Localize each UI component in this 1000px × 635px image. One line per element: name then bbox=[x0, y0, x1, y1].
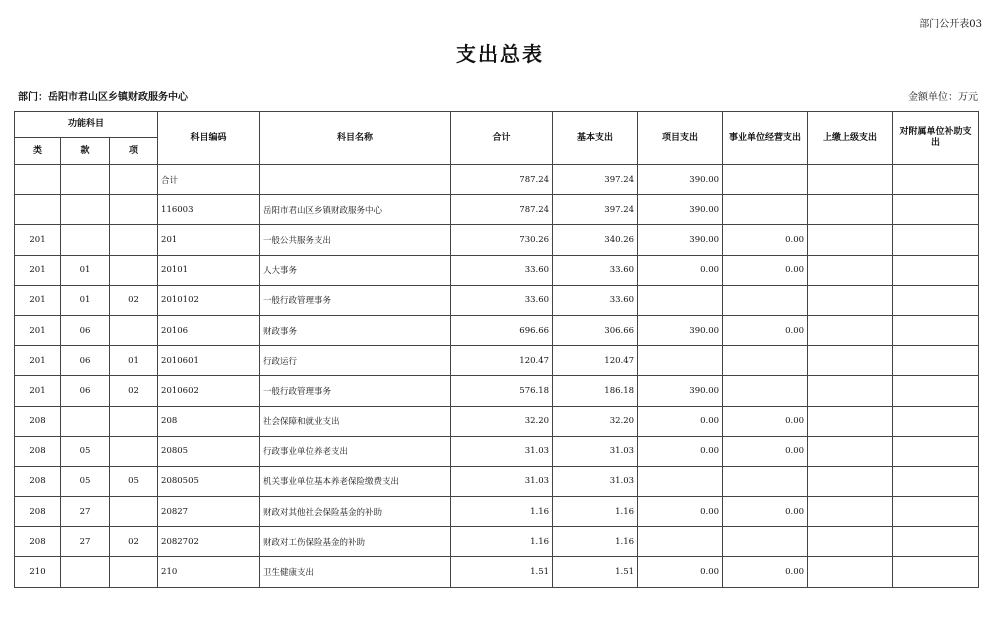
cell-name: 卫生健康支出 bbox=[260, 557, 451, 587]
cell-business bbox=[723, 285, 808, 315]
cell-lei: 208 bbox=[15, 497, 61, 527]
cell-upper bbox=[808, 255, 893, 285]
cell-kuan: 05 bbox=[61, 436, 110, 466]
cell-xiang bbox=[110, 436, 158, 466]
header-total: 合计 bbox=[451, 112, 553, 165]
cell-basic: 120.47 bbox=[553, 346, 638, 376]
cell-upper bbox=[808, 285, 893, 315]
cell-code: 2010602 bbox=[158, 376, 260, 406]
cell-total: 31.03 bbox=[451, 466, 553, 496]
cell-subsidy bbox=[893, 376, 979, 406]
cell-upper bbox=[808, 436, 893, 466]
cell-project: 390.00 bbox=[638, 376, 723, 406]
cell-kuan: 01 bbox=[61, 255, 110, 285]
cell-basic: 1.16 bbox=[553, 497, 638, 527]
cell-name: 行政事业单位养老支出 bbox=[260, 436, 451, 466]
cell-upper bbox=[808, 497, 893, 527]
cell-total: 33.60 bbox=[451, 285, 553, 315]
table-row bbox=[15, 346, 979, 376]
cell-lei: 201 bbox=[15, 285, 61, 315]
table-row bbox=[15, 557, 979, 587]
cell-project: 0.00 bbox=[638, 557, 723, 587]
cell-xiang bbox=[110, 315, 158, 345]
cell-project: 0.00 bbox=[638, 497, 723, 527]
cell-subsidy bbox=[893, 315, 979, 345]
cell-lei: 208 bbox=[15, 527, 61, 557]
cell-subsidy bbox=[893, 165, 979, 195]
cell-code: 20805 bbox=[158, 436, 260, 466]
cell-basic: 397.24 bbox=[553, 165, 638, 195]
cell-kuan bbox=[61, 557, 110, 587]
cell-project bbox=[638, 285, 723, 315]
cell-name: 一般公共服务支出 bbox=[260, 225, 451, 255]
cell-kuan: 27 bbox=[61, 527, 110, 557]
cell-lei bbox=[15, 165, 61, 195]
amount-unit-label: 金额单位：万元 bbox=[908, 92, 978, 103]
cell-subsidy bbox=[893, 195, 979, 225]
cell-code: 2010102 bbox=[158, 285, 260, 315]
table-row bbox=[15, 315, 979, 345]
cell-upper bbox=[808, 195, 893, 225]
cell-basic: 1.51 bbox=[553, 557, 638, 587]
cell-basic: 32.20 bbox=[553, 406, 638, 436]
cell-basic: 186.18 bbox=[553, 376, 638, 406]
cell-total: 1.51 bbox=[451, 557, 553, 587]
cell-upper bbox=[808, 225, 893, 255]
cell-lei: 201 bbox=[15, 315, 61, 345]
cell-basic: 33.60 bbox=[553, 285, 638, 315]
table-row bbox=[15, 497, 979, 527]
header-subsidy: 对附属单位补助支出 bbox=[893, 112, 979, 165]
header-lei: 类 bbox=[15, 138, 61, 165]
header-basic: 基本支出 bbox=[553, 112, 638, 165]
cell-business bbox=[723, 376, 808, 406]
cell-lei bbox=[15, 195, 61, 225]
cell-kuan bbox=[61, 406, 110, 436]
header-xiang: 项 bbox=[110, 138, 158, 165]
cell-kuan bbox=[61, 165, 110, 195]
cell-total: 32.20 bbox=[451, 406, 553, 436]
header-subject-name: 科目名称 bbox=[260, 112, 451, 165]
cell-business bbox=[723, 527, 808, 557]
cell-project bbox=[638, 527, 723, 557]
cell-total: 787.24 bbox=[451, 195, 553, 225]
cell-subsidy bbox=[893, 406, 979, 436]
cell-xiang: 02 bbox=[110, 376, 158, 406]
cell-total: 1.16 bbox=[451, 527, 553, 557]
cell-basic: 340.26 bbox=[553, 225, 638, 255]
cell-project: 0.00 bbox=[638, 436, 723, 466]
cell-lei: 208 bbox=[15, 406, 61, 436]
cell-xiang bbox=[110, 406, 158, 436]
cell-xiang: 02 bbox=[110, 285, 158, 315]
cell-name: 岳阳市君山区乡镇财政服务中心 bbox=[260, 195, 451, 225]
table-row bbox=[15, 255, 979, 285]
cell-total: 31.03 bbox=[451, 436, 553, 466]
cell-business: 0.00 bbox=[723, 436, 808, 466]
header-kuan: 款 bbox=[61, 138, 110, 165]
cell-business: 0.00 bbox=[723, 225, 808, 255]
cell-kuan: 27 bbox=[61, 497, 110, 527]
cell-code: 2080505 bbox=[158, 466, 260, 496]
header-business: 事业单位经营支出 bbox=[723, 112, 808, 165]
cell-lei: 210 bbox=[15, 557, 61, 587]
cell-business: 0.00 bbox=[723, 255, 808, 285]
cell-subsidy bbox=[893, 285, 979, 315]
cell-kuan: 06 bbox=[61, 346, 110, 376]
table-row bbox=[15, 165, 979, 195]
cell-upper bbox=[808, 315, 893, 345]
cell-subsidy bbox=[893, 497, 979, 527]
cell-kuan: 06 bbox=[61, 315, 110, 345]
cell-business: 0.00 bbox=[723, 406, 808, 436]
cell-lei: 201 bbox=[15, 255, 61, 285]
cell-xiang bbox=[110, 165, 158, 195]
cell-project: 390.00 bbox=[638, 315, 723, 345]
cell-project: 390.00 bbox=[638, 165, 723, 195]
cell-upper bbox=[808, 165, 893, 195]
table-row bbox=[15, 285, 979, 315]
cell-name bbox=[260, 165, 451, 195]
cell-basic: 397.24 bbox=[553, 195, 638, 225]
cell-subsidy bbox=[893, 557, 979, 587]
cell-project: 390.00 bbox=[638, 225, 723, 255]
cell-business bbox=[723, 346, 808, 376]
cell-lei: 201 bbox=[15, 225, 61, 255]
cell-project: 390.00 bbox=[638, 195, 723, 225]
cell-kuan: 01 bbox=[61, 285, 110, 315]
cell-name: 社会保障和就业支出 bbox=[260, 406, 451, 436]
table-body bbox=[15, 165, 979, 588]
cell-code: 20106 bbox=[158, 315, 260, 345]
cell-basic: 33.60 bbox=[553, 255, 638, 285]
cell-code: 2010601 bbox=[158, 346, 260, 376]
cell-total: 787.24 bbox=[451, 165, 553, 195]
cell-name: 一般行政管理事务 bbox=[260, 376, 451, 406]
cell-name: 财政对工伤保险基金的补助 bbox=[260, 527, 451, 557]
cell-business: 0.00 bbox=[723, 315, 808, 345]
cell-xiang: 02 bbox=[110, 527, 158, 557]
cell-code: 210 bbox=[158, 557, 260, 587]
header-project: 项目支出 bbox=[638, 112, 723, 165]
cell-code: 20101 bbox=[158, 255, 260, 285]
cell-xiang: 05 bbox=[110, 466, 158, 496]
cell-upper bbox=[808, 557, 893, 587]
cell-subsidy bbox=[893, 466, 979, 496]
cell-subsidy bbox=[893, 436, 979, 466]
cell-lei: 201 bbox=[15, 376, 61, 406]
cell-xiang bbox=[110, 497, 158, 527]
cell-upper bbox=[808, 466, 893, 496]
cell-project: 0.00 bbox=[638, 406, 723, 436]
cell-name: 行政运行 bbox=[260, 346, 451, 376]
cell-lei: 208 bbox=[15, 436, 61, 466]
cell-total: 120.47 bbox=[451, 346, 553, 376]
cell-subsidy bbox=[893, 527, 979, 557]
cell-name: 财政对其他社会保险基金的补助 bbox=[260, 497, 451, 527]
cell-code: 20827 bbox=[158, 497, 260, 527]
cell-xiang bbox=[110, 225, 158, 255]
cell-code: 合计 bbox=[158, 165, 260, 195]
table-row bbox=[15, 225, 979, 255]
table-row bbox=[15, 406, 979, 436]
cell-xiang bbox=[110, 557, 158, 587]
cell-project: 0.00 bbox=[638, 255, 723, 285]
cell-subsidy bbox=[893, 255, 979, 285]
cell-kuan bbox=[61, 195, 110, 225]
cell-basic: 306.66 bbox=[553, 315, 638, 345]
cell-xiang bbox=[110, 195, 158, 225]
table-row bbox=[15, 376, 979, 406]
cell-project bbox=[638, 466, 723, 496]
form-code: 部门公开表03 bbox=[919, 19, 982, 30]
cell-kuan bbox=[61, 225, 110, 255]
cell-code: 201 bbox=[158, 225, 260, 255]
cell-total: 33.60 bbox=[451, 255, 553, 285]
cell-kuan: 05 bbox=[61, 466, 110, 496]
cell-total: 576.18 bbox=[451, 376, 553, 406]
cell-business bbox=[723, 165, 808, 195]
cell-basic: 31.03 bbox=[553, 436, 638, 466]
cell-basic: 31.03 bbox=[553, 466, 638, 496]
department-label: 部门：岳阳市君山区乡镇财政服务中心 bbox=[18, 92, 188, 103]
table-row bbox=[15, 527, 979, 557]
header-upper: 上缴上级支出 bbox=[808, 112, 893, 165]
cell-code: 116003 bbox=[158, 195, 260, 225]
table-row bbox=[15, 195, 979, 225]
cell-name: 财政事务 bbox=[260, 315, 451, 345]
cell-upper bbox=[808, 346, 893, 376]
cell-xiang: 01 bbox=[110, 346, 158, 376]
cell-project bbox=[638, 346, 723, 376]
cell-business: 0.00 bbox=[723, 497, 808, 527]
cell-basic: 1.16 bbox=[553, 527, 638, 557]
cell-upper bbox=[808, 406, 893, 436]
cell-subsidy bbox=[893, 225, 979, 255]
cell-name: 一般行政管理事务 bbox=[260, 285, 451, 315]
cell-total: 696.66 bbox=[451, 315, 553, 345]
expenditure-table bbox=[14, 111, 979, 588]
cell-business: 0.00 bbox=[723, 557, 808, 587]
cell-xiang bbox=[110, 255, 158, 285]
page-title: 支出总表 bbox=[456, 42, 544, 66]
table-row bbox=[15, 466, 979, 496]
cell-upper bbox=[808, 376, 893, 406]
cell-total: 730.26 bbox=[451, 225, 553, 255]
header-subject-code: 科目编码 bbox=[158, 112, 260, 165]
cell-code: 2082702 bbox=[158, 527, 260, 557]
cell-name: 人大事务 bbox=[260, 255, 451, 285]
cell-kuan: 06 bbox=[61, 376, 110, 406]
cell-upper bbox=[808, 527, 893, 557]
header-function-subject: 功能科目 bbox=[15, 112, 158, 138]
table-row bbox=[15, 436, 979, 466]
cell-business bbox=[723, 466, 808, 496]
cell-name: 机关事业单位基本养老保险缴费支出 bbox=[260, 466, 451, 496]
cell-business bbox=[723, 195, 808, 225]
cell-lei: 208 bbox=[15, 466, 61, 496]
cell-code: 208 bbox=[158, 406, 260, 436]
cell-total: 1.16 bbox=[451, 497, 553, 527]
cell-subsidy bbox=[893, 346, 979, 376]
cell-lei: 201 bbox=[15, 346, 61, 376]
